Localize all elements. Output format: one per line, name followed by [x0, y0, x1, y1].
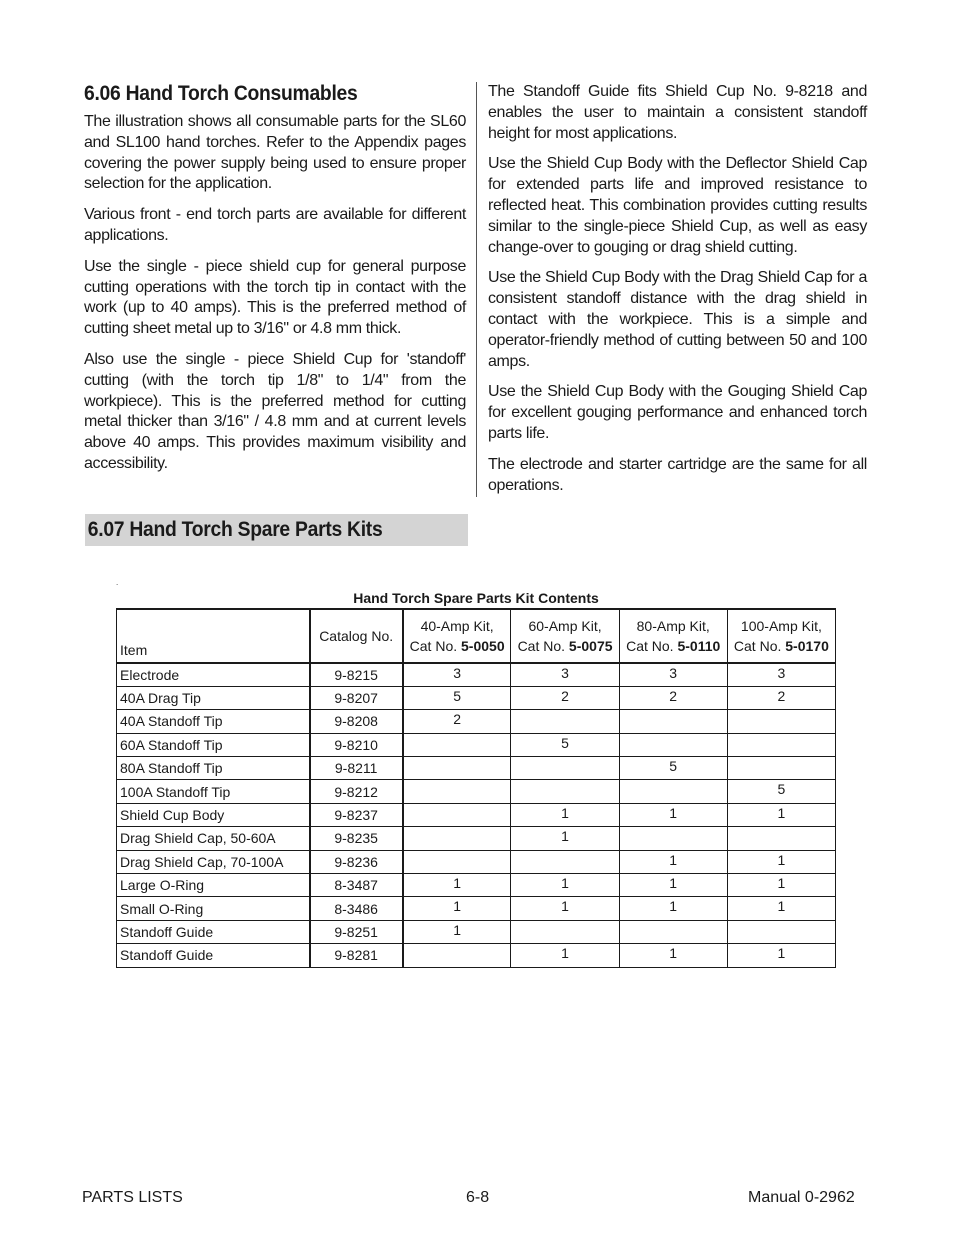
cell-quantity [619, 780, 727, 803]
cell-quantity: 1 [727, 944, 835, 967]
table-header-row [117, 609, 836, 663]
cell-quantity: 2 [511, 686, 619, 709]
column-header-kit [511, 609, 619, 663]
column-header-kit [619, 609, 727, 663]
cell-catalog: 9-8237 [310, 803, 403, 826]
paragraph: Use the Shield Cup Body with the Drag Shield Cap for a consistent standoff distance with the drag shield in contact with the workpiece. This is a simple and operator-friendly method of cutting between 50 and 100 amps. [488, 269, 867, 370]
cell-quantity [727, 757, 835, 780]
table-row [117, 920, 836, 943]
cell-quantity [619, 733, 727, 756]
cell-quantity: 1 [619, 803, 727, 826]
cell-quantity [727, 920, 835, 943]
cell-catalog: 9-8215 [310, 663, 403, 686]
table-body [117, 663, 836, 967]
cell-quantity: 1 [619, 944, 727, 967]
cell-quantity: 5 [727, 780, 835, 803]
paragraph: Various front - end torch parts are available for different applications. [84, 206, 466, 244]
cell-quantity [619, 920, 727, 943]
cell-quantity [511, 780, 619, 803]
column-header-catalog: Catalog No. [310, 609, 403, 663]
paragraph: The electrode and starter cartridge are the same for all operations. [488, 455, 867, 494]
cell-catalog: 9-8251 [310, 920, 403, 943]
cell-quantity: 2 [619, 686, 727, 709]
cell-quantity: 1 [727, 897, 835, 920]
cell-catalog: 8-3487 [310, 874, 403, 897]
section-title-consumables: 6.06 Hand Torch Consumables [84, 82, 358, 105]
cell-quantity [511, 920, 619, 943]
paragraph: Also use the single - piece Shield Cup for 'standoff' cutting (with the torch tip 1/8" to 1/4" from the workpiece). This is the preferred method for cutting metal thicker than 3/16" / 4.8 mm and at current levels above 40 amps. This provides maximum visibility and accessibility. [84, 350, 466, 472]
kit-catalog-number: 5-0110 [677, 638, 721, 654]
cell-item: Drag Shield Cap, 70-100A [117, 850, 310, 873]
cell-quantity: 3 [619, 663, 727, 686]
cell-quantity [403, 803, 511, 826]
cell-quantity: 1 [403, 897, 511, 920]
cell-item: Small O-Ring [117, 897, 310, 920]
cell-quantity: 1 [727, 850, 835, 873]
stray-mark: . [116, 578, 119, 587]
cell-quantity [403, 733, 511, 756]
cell-quantity [511, 850, 619, 873]
kit-header-prefix: Cat No. [409, 638, 458, 654]
kit-header-line1: 80-Amp Kit, [636, 618, 710, 634]
paragraph: The Standoff Guide fits Shield Cup No. 9-8218 and enables the user to maintain a consistent standoff height for most applications. [488, 83, 867, 142]
paragraph: Use the single - piece shield cup for general purpose cutting operations with the torch tip in contact with the work (up to 40 amps). This is the preferred method of cutting sheet metal up to 3/16" or 4.8 mm thick. [84, 257, 466, 338]
cell-item: Shield Cup Body [117, 803, 310, 826]
cell-item: 80A Standoff Tip [117, 757, 310, 780]
table-row [117, 897, 836, 920]
cell-quantity: 3 [403, 663, 511, 686]
kit-catalog-number: 5-0050 [461, 638, 505, 654]
cell-quantity: 1 [727, 803, 835, 826]
cell-quantity: 2 [727, 686, 835, 709]
cell-quantity [727, 733, 835, 756]
table-row [117, 827, 836, 850]
kit-header-line1: 40-Amp Kit, [420, 618, 494, 634]
column-header-kit [403, 609, 511, 663]
table-row [117, 686, 836, 709]
table-row [117, 710, 836, 733]
cell-item: 100A Standoff Tip [117, 780, 310, 803]
cell-quantity: 1 [403, 920, 511, 943]
footer-section-label: PARTS LISTS [82, 1189, 183, 1206]
cell-item: 40A Standoff Tip [117, 710, 310, 733]
paragraph: Use the Shield Cup Body with the Gouging Shield Cap for excellent gouging performance and enhanced torch parts life. [488, 383, 867, 442]
cell-quantity [727, 710, 835, 733]
right-column [488, 82, 867, 506]
cell-catalog: 9-8211 [310, 757, 403, 780]
cell-quantity [727, 827, 835, 850]
table-caption: Hand Torch Spare Parts Kit Contents [353, 590, 599, 606]
kit-header-prefix: Cat No. [733, 638, 782, 654]
cell-quantity: 1 [403, 874, 511, 897]
cell-item: Standoff Guide [117, 944, 310, 967]
cell-quantity [619, 710, 727, 733]
spare-parts-table [116, 608, 836, 968]
table-row [117, 780, 836, 803]
column-header-item: Item [117, 609, 310, 663]
cell-quantity: 1 [619, 874, 727, 897]
cell-item: 40A Drag Tip [117, 686, 310, 709]
cell-quantity [403, 757, 511, 780]
cell-quantity: 1 [727, 874, 835, 897]
kit-header-line1: 100-Amp Kit, [740, 618, 822, 634]
table-row [117, 663, 836, 686]
table-row [117, 944, 836, 967]
cell-item: Standoff Guide [117, 920, 310, 943]
cell-catalog: 9-8210 [310, 733, 403, 756]
column-divider [476, 82, 477, 497]
paragraph: The illustration shows all consumable parts for the SL60 and SL100 hand torches. Refer to the Appendix pages covering the power supply being used to ensure proper selection for the application. [84, 113, 466, 193]
kit-catalog-number: 5-0075 [568, 638, 613, 654]
kit-header-line1: 60-Amp Kit, [528, 618, 602, 634]
cell-quantity: 1 [511, 897, 619, 920]
cell-quantity [403, 780, 511, 803]
table-row [117, 757, 836, 780]
kit-header-prefix: Cat No. [626, 638, 674, 654]
cell-quantity: 1 [511, 803, 619, 826]
cell-quantity [511, 710, 619, 733]
section-title-bar-spare-parts [85, 514, 468, 546]
cell-quantity [403, 827, 511, 850]
table-row [117, 733, 836, 756]
cell-catalog: 9-8235 [310, 827, 403, 850]
cell-quantity: 1 [511, 827, 619, 850]
cell-catalog: 9-8208 [310, 710, 403, 733]
cell-catalog: 8-3486 [310, 897, 403, 920]
cell-item: 60A Standoff Tip [117, 733, 310, 756]
cell-quantity: 3 [727, 663, 835, 686]
kit-catalog-number: 5-0170 [785, 638, 829, 654]
cell-item: Large O-Ring [117, 874, 310, 897]
footer-manual-number: Manual 0-2962 [748, 1189, 855, 1206]
cell-quantity: 5 [619, 757, 727, 780]
cell-catalog: 9-8212 [310, 780, 403, 803]
kit-header-prefix: Cat No. [517, 638, 566, 654]
cell-quantity: 2 [403, 710, 511, 733]
table-row [117, 874, 836, 897]
table-row [117, 850, 836, 873]
footer-page-number: 6-8 [466, 1189, 490, 1206]
cell-quantity [619, 827, 727, 850]
cell-quantity: 1 [511, 944, 619, 967]
cell-quantity: 5 [511, 733, 619, 756]
cell-quantity: 5 [403, 686, 511, 709]
column-header-kit [727, 609, 835, 663]
paragraph: Use the Shield Cup Body with the Deflector Shield Cap for extended parts life and improved resistance to reflected heat. This combination provides cutting results similar to the single-piece Shield Cup, as well as easy change-over to gouging or drag shield cutting. [488, 155, 867, 256]
cell-quantity: 3 [511, 663, 619, 686]
section-title-spare-parts: 6.07 Hand Torch Spare Parts Kits [87, 518, 383, 541]
cell-quantity: 1 [619, 897, 727, 920]
cell-item: Drag Shield Cap, 50-60A [117, 827, 310, 850]
cell-quantity [403, 850, 511, 873]
left-column [84, 80, 466, 485]
cell-quantity [403, 944, 511, 967]
cell-catalog: 9-8236 [310, 850, 403, 873]
cell-quantity [511, 757, 619, 780]
cell-item: Electrode [117, 663, 310, 686]
cell-catalog: 9-8207 [310, 686, 403, 709]
cell-catalog: 9-8281 [310, 944, 403, 967]
cell-quantity: 1 [511, 874, 619, 897]
cell-quantity: 1 [619, 850, 727, 873]
table-row [117, 803, 836, 826]
